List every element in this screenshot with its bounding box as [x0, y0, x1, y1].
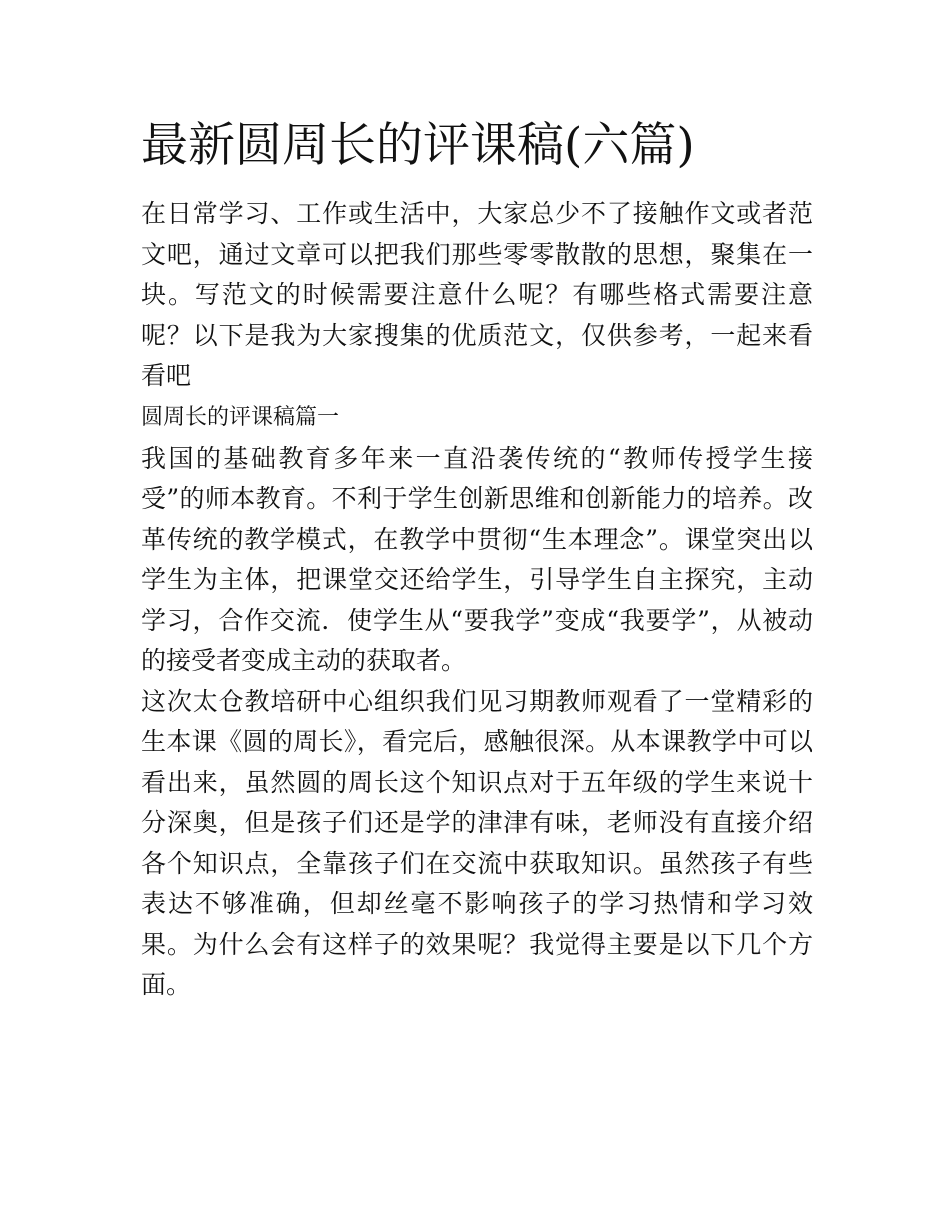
body-paragraph: 我国的基础教育多年来一直沿袭传统的“教师传授学生接受”的师本教育。不利于学生创新思维和创新能力的培养。改革传统的教学模式，在教学中贯彻“生本理念”。课堂突出以学生为主体，把课堂交还给学生，引导学生自主探究，主动学习，合作交流．使学生从“要我学”变成“我要学”，从被动的接受者变成主动的获取者。	[141, 443, 813, 675]
document-body	[141, 112, 813, 1006]
body-paragraph: 这次太仓教培研中心组织我们见习期教师观看了一堂精彩的生本课《圆的周长》，看完后，感触很深。从本课教学中可以看出来，虽然圆的周长这个知识点对于五年级的学生来说十分深奥，但是孩子们还是学的津津有味，老师没有直接介绍各个知识点，全靠孩子们在交流中获取知识。虽然孩子有些表达不够准确，但却丝毫不影响孩子的学习热情和学习效果。为什么会有这样子的效果呢？我觉得主要是以下几个方面。	[141, 686, 813, 999]
section-heading: 圆周长的评课稿篇一	[141, 404, 340, 430]
document-title: 最新圆周长的评课稿(六篇)	[141, 118, 695, 173]
intro-paragraph: 在日常学习、工作或生活中，大家总少不了接触作文或者范文吧，通过文章可以把我们那些零零散散的思想，聚集在一块。写范文的时候需要注意什么呢？有哪些格式需要注意呢？以下是我为大家搜集的优质范文，仅供参考，一起来看看吧	[141, 199, 813, 390]
